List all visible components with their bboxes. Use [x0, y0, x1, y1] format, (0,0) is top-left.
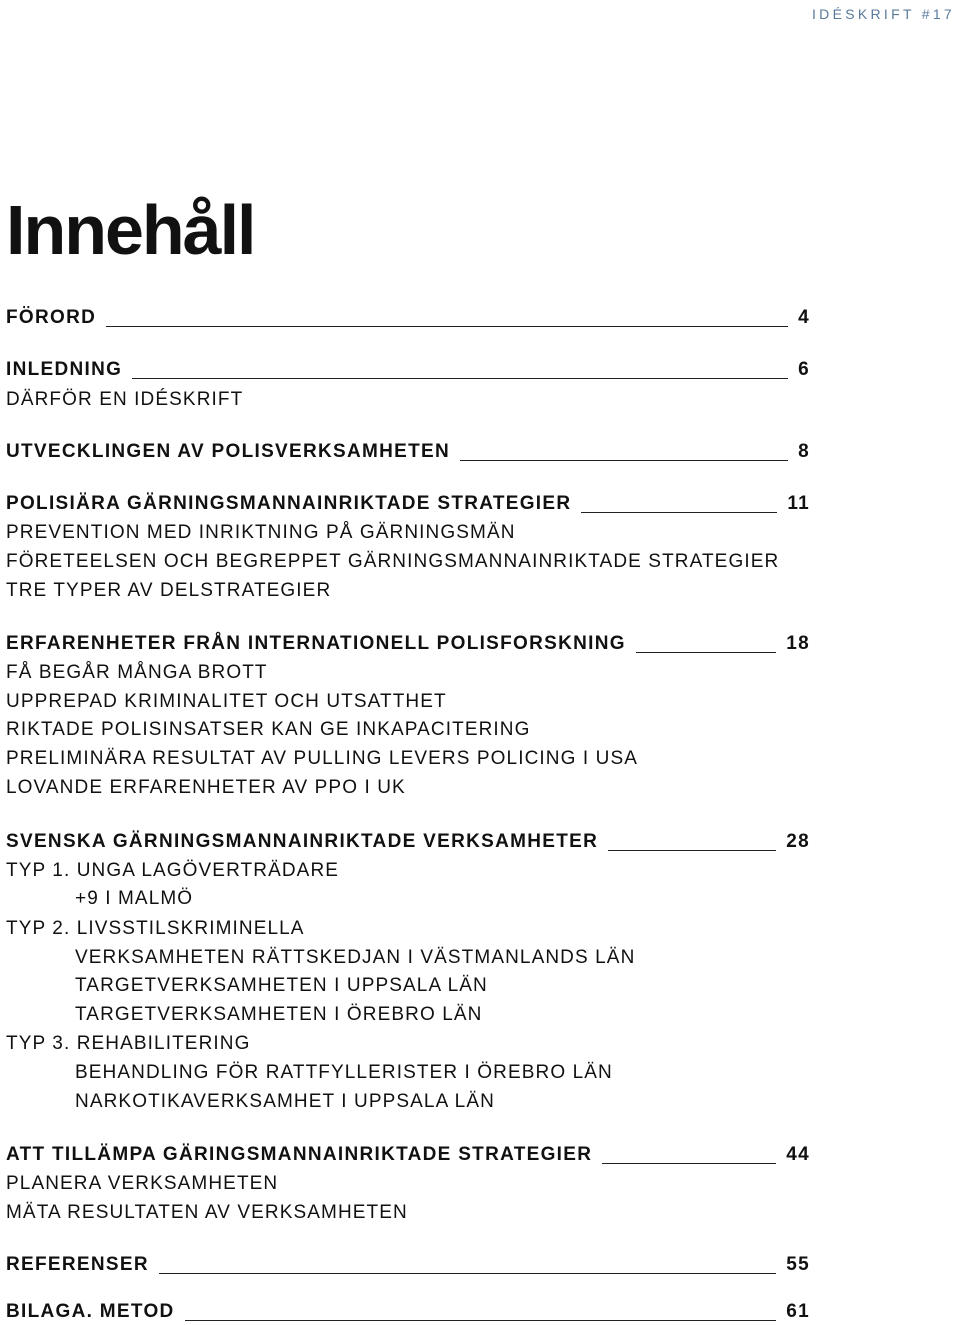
- toc-subentry-nested[interactable]: VERKSAMHETEN RÄTTSKEDJAN I VÄSTMANLANDS LÄN: [75, 947, 636, 968]
- leader-line: [460, 460, 788, 461]
- toc-subentry[interactable]: DÄRFÖR EN IDÉSKRIFT: [6, 389, 244, 410]
- toc-subentry[interactable]: PLANERA VERKSAMHETEN: [6, 1173, 279, 1194]
- leader-line: [636, 652, 776, 653]
- toc-page-number: 8: [798, 441, 810, 462]
- toc-subentry[interactable]: FÖRETEELSEN OCH BEGREPPET GÄRNINGSMANNAINRIKTADE STRATEGIER: [6, 551, 780, 572]
- toc-entry-label: ATT TILLÄMPA GÄRINGSMANNAINRIKTADE STRATEGIER: [6, 1144, 593, 1165]
- toc-subentry[interactable]: PRELIMINÄRA RESULTAT AV PULLING LEVERS POLICING I USA: [6, 748, 638, 769]
- leader-line: [106, 326, 788, 327]
- toc-subentry[interactable]: RIKTADE POLISINSATSER KAN GE INKAPACITERING: [6, 719, 531, 740]
- toc-subentry-nested[interactable]: NARKOTIKAVERKSAMHET I UPPSALA LÄN: [75, 1091, 495, 1112]
- toc-entry-referenser[interactable]: [6, 1252, 810, 1278]
- publication-label: IDÉSKRIFT #17: [811, 6, 955, 22]
- toc-page-number: 4: [798, 307, 810, 328]
- leader-line: [602, 1163, 776, 1164]
- leader-line: [132, 378, 788, 379]
- toc-entry-label: INLEDNING: [6, 359, 123, 380]
- toc-page-number: 44: [786, 1144, 810, 1165]
- toc-entry-bilaga[interactable]: [6, 1299, 810, 1325]
- toc-entry-label: POLISIÄRA GÄRNINGSMANNAINRIKTADE STRATEGIER: [6, 493, 572, 514]
- toc-subentry[interactable]: PREVENTION MED INRIKTNING PÅ GÄRNINGSMÄN: [6, 522, 516, 543]
- toc-page-number: 28: [786, 831, 810, 852]
- toc-subentry-nested[interactable]: TARGETVERKSAMHETEN I UPPSALA LÄN: [75, 975, 488, 996]
- toc-subentry[interactable]: UPPREPAD KRIMINALITET OCH UTSATTHET: [6, 691, 447, 712]
- toc-page-number: 61: [786, 1301, 810, 1322]
- toc-entry-tillampa[interactable]: [6, 1142, 810, 1168]
- toc-entry-inledning[interactable]: [6, 357, 810, 383]
- toc-entry-label: REFERENSER: [6, 1254, 149, 1275]
- toc-subentry[interactable]: FÅ BEGÅR MÅNGA BROTT: [6, 662, 268, 683]
- toc-subentry[interactable]: TYP 1. UNGA LAGÖVERTRÄDARE: [6, 860, 340, 881]
- toc-subentry[interactable]: TYP 2. LIVSSTILSKRIMINELLA: [6, 918, 305, 939]
- toc-entry-label: UTVECKLINGEN AV POLISVERKSAMHETEN: [6, 441, 451, 462]
- toc-subentry[interactable]: MÄTA RESULTATEN AV VERKSAMHETEN: [6, 1202, 408, 1223]
- toc-subentry-nested[interactable]: BEHANDLING FÖR RATTFYLLERISTER I ÖREBRO LÄN: [75, 1062, 613, 1083]
- toc-subentry-nested[interactable]: TARGETVERKSAMHETEN I ÖREBRO LÄN: [75, 1004, 483, 1025]
- toc-entry-svenska[interactable]: [6, 829, 810, 855]
- page-title: Innehåll: [6, 191, 255, 269]
- leader-line: [159, 1273, 776, 1274]
- toc-subentry[interactable]: TYP 3. REHABILITERING: [6, 1033, 251, 1054]
- leader-line: [581, 512, 777, 513]
- toc-entry-label: SVENSKA GÄRNINGSMANNAINRIKTADE VERKSAMHETER: [6, 831, 599, 852]
- toc-entry-label: ERFARENHETER FRÅN INTERNATIONELL POLISFORSKNING: [6, 633, 626, 654]
- toc-entry-polisiara[interactable]: [6, 491, 810, 517]
- toc-page-number: 18: [786, 633, 810, 654]
- toc-entry-label: FÖRORD: [6, 307, 97, 328]
- toc-entry-forord[interactable]: [6, 305, 810, 331]
- toc-subentry-nested[interactable]: +9 I MALMÖ: [75, 888, 194, 909]
- toc-entry-erfarenheter[interactable]: [6, 631, 810, 657]
- toc-entry-label: BILAGA. METOD: [6, 1301, 175, 1322]
- toc-subentry[interactable]: TRE TYPER AV DELSTRATEGIER: [6, 580, 332, 601]
- leader-line: [185, 1320, 777, 1321]
- leader-line: [608, 850, 776, 851]
- toc-page-number: 6: [798, 359, 810, 380]
- toc-entry-utvecklingen[interactable]: [6, 439, 810, 465]
- toc-subentry[interactable]: LOVANDE ERFARENHETER AV PPO I UK: [6, 777, 406, 798]
- toc-page-number: 11: [787, 493, 810, 514]
- toc-page-number: 55: [786, 1254, 810, 1275]
